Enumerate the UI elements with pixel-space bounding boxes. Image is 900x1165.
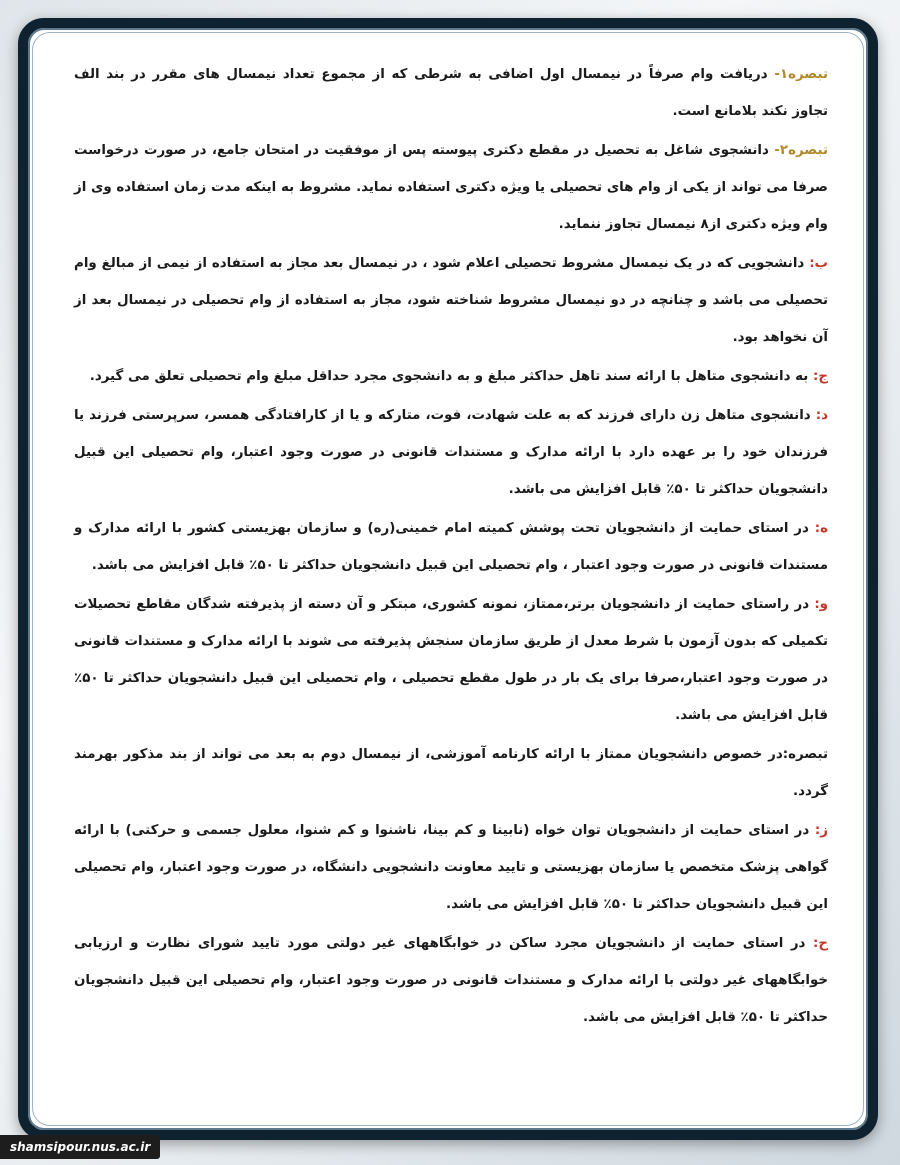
paragraph-heading: تبصره۱- bbox=[774, 67, 828, 82]
paragraph-tabsare-excellent bbox=[74, 736, 828, 810]
paragraph-clause-b bbox=[74, 245, 828, 356]
paragraph-clause-h bbox=[74, 510, 828, 584]
paragraph-text: دانشجویی که در یک نیمسال مشروط تحصیلی اعلام شود ، در نیمسال بعد مجاز به استفاده از نیمی از مبالغ وام تحصیلی می باشد و چنانچه در دو نیمسال مشروط شناخته شود، مجاز به استفاده از وام تحصیلی در نیمسال بعد از آن نخواهد بود. bbox=[74, 256, 828, 345]
paragraph-clause-j bbox=[74, 358, 828, 395]
paragraph-text: در استای حمایت از دانشجویان مجرد ساکن در خوابگاههای غیر دولتی مورد تایید شورای نظارت و ارزیابی خوابگاههای غیر دولتی با ارائه مدارک و مستندات قانونی در صورت وجود اعتبار، وام تحصیلی این قبیل دانشجویان حداکثر تا ۵۰٪ قابل افزایش می باشد. bbox=[74, 936, 828, 1025]
paragraph-clause-z bbox=[74, 812, 828, 923]
paragraph-heading: تبصره۲- bbox=[774, 143, 828, 158]
paragraph-tabsare-2 bbox=[74, 132, 828, 243]
paragraph-text: در استای حمایت از دانشجویان تحت پوشش کمیته امام خمینی(ره) و سازمان بهزیستی کشور با ارائه مدارک و مستندات قانونی در صورت وجود اعتبار ، وام تحصیلی این قبیل دانشجویان حداکثر تا ۵۰٪ قابل افزایش می باشد. bbox=[74, 521, 828, 573]
paragraph-text: دانشجوی متاهل زن دارای فرزند که به علت شهادت، فوت، متارکه و یا از کارافتادگی همسر، سرپرستی فرزند یا فرزندان خود را بر عهده دارد با ارائه مدارک و مستندات قانونی در صورت وجود اعتبار، وام تحصیلی این قبیل دانشجویان حداکثر تا ۵۰٪ قابل افزایش می باشد. bbox=[74, 408, 828, 497]
paragraph-heading: د: bbox=[815, 408, 828, 423]
paragraph-heading: ه: bbox=[814, 521, 828, 536]
paragraph-text: دریافت وام صرفاً در نیمسال اول اضافی به شرطی که از مجموع تعداد نیمسال های مقرر در بند الف تجاوز نکند بلامانع است. bbox=[74, 67, 828, 119]
paragraph-clause-d bbox=[74, 397, 828, 508]
document-body bbox=[74, 56, 828, 1038]
paragraph-heading: ح: bbox=[812, 936, 828, 951]
paragraph-text: به دانشجوی متاهل با ارائه سند تاهل حداکثر مبلغ و به دانشجوی مجرد حداقل مبلغ وام تحصیلی تعلق می گیرد. bbox=[89, 369, 813, 384]
paragraph-text: در استای حمایت از دانشجویان توان خواه (نابینا و کم بینا، ناشنوا و کم شنوا، معلول جسمی و حرکتی) با ارائه گواهی پزشک متخصص یا سازمان بهزیستی و تایید معاونت دانشجویی دانشگاه، در صورت وجود اعتبار، وام تحصیلی این قبیل دانشجویان حداکثر تا ۵۰٪ قابل افزایش می باشد. bbox=[74, 823, 828, 912]
paragraph-tabsare-1 bbox=[74, 56, 828, 130]
document-frame bbox=[18, 18, 878, 1140]
paragraph-text: دانشجوی شاغل به تحصیل در مقطع دکتری پیوسته پس از موفقیت در امتحان جامع، در صورت درخواست صرفا می تواند از یکی از وام های تحصیلی یا ویژه دکتری استفاده نماید. مشروط به اینکه مدت زمان استفاده وی از وام ویژه دکتری از۸ نیمسال تجاوز ننماید. bbox=[74, 143, 828, 232]
paragraph-text: تبصره:در خصوص دانشجویان ممتاز با ارائه کارنامه آموزشی، از نیمسال دوم به بعد می تواند از بند مذکور بهرمند گردد. bbox=[74, 747, 828, 799]
site-watermark: shamsipour.nus.ac.ir bbox=[0, 1135, 160, 1159]
paragraph-heading: ب: bbox=[809, 256, 828, 271]
paragraph-heading: ز: bbox=[814, 823, 828, 838]
paragraph-clause-v bbox=[74, 586, 828, 734]
paragraph-heading: ج: bbox=[812, 369, 828, 384]
paragraph-clause-h2 bbox=[74, 925, 828, 1036]
paragraph-text: در راستای حمایت از دانشجویان برتر،ممتاز، نمونه کشوری، مبتکر و آن دسته از پذیرفته شدگان مقاطع تحصیلات تکمیلی که بدون آزمون با شرط معدل از طریق سازمان سنجش پذیرفته می شوند با ارائه مدارک و مستندات قانونی در صورت وجود اعتبار،صرفا برای یک بار در طول مقطع تحصیلی ، وام تحصیلی این قبیل دانشجویان حداکثر تا ۵۰٪ قابل افزایش می باشد. bbox=[74, 597, 828, 723]
paragraph-heading: و: bbox=[814, 597, 828, 612]
